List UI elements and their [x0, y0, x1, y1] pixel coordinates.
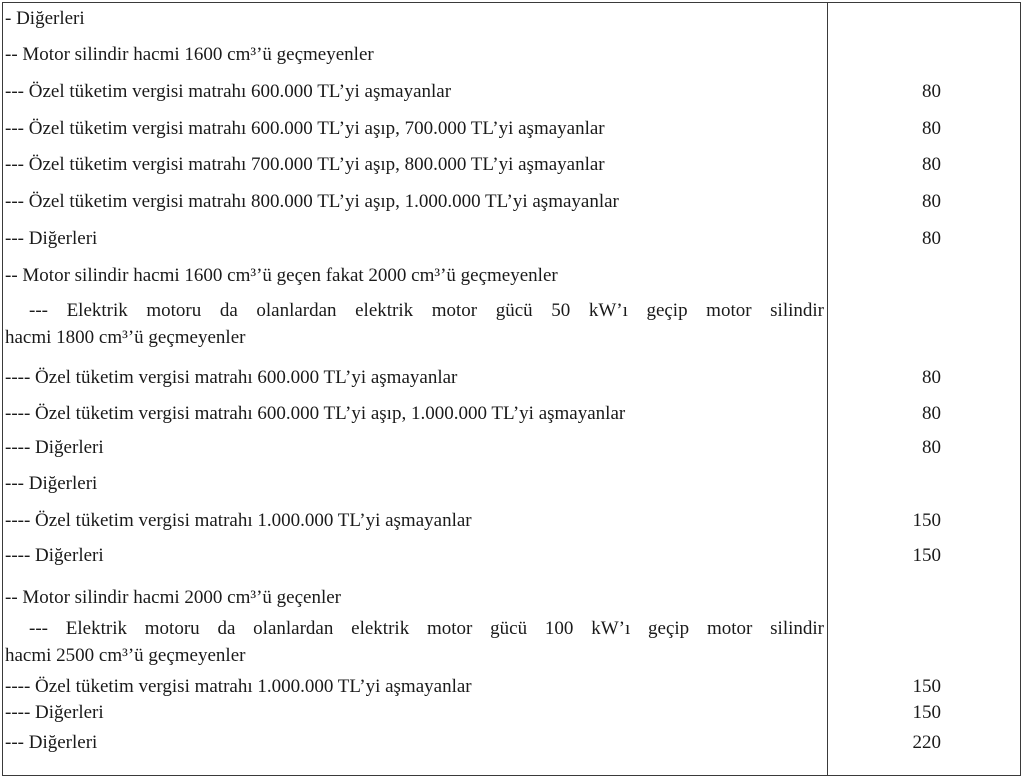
row-description-line-1: --- Elektrik motoru da olanlardan elektrik motor gücü 100 kW’ı geçip motor silindir [29, 618, 824, 639]
tariff-table [2, 2, 1021, 776]
row-description: ---- Diğerleri [5, 702, 104, 723]
row-description: ---- Özel tüketim vergisi matrahı 1.000.000 TL’yi aşmayanlar [5, 676, 472, 697]
row-value: 80 [922, 403, 941, 424]
row-value: 220 [912, 732, 941, 753]
row-description: --- Özel tüketim vergisi matrahı 600.000 TL’yi aşmayanlar [5, 81, 452, 102]
row-description: - Diğerleri [5, 8, 85, 29]
row-description: --- Diğerleri [5, 473, 98, 494]
row-description: ---- Diğerleri [5, 437, 104, 458]
row-value: 150 [912, 510, 941, 531]
column-divider [827, 3, 828, 775]
row-value: 150 [912, 676, 941, 697]
row-description: --- Özel tüketim vergisi matrahı 800.000 TL’yi aşıp, 1.000.000 TL’yi aşmayanlar [5, 191, 619, 212]
row-description: ---- Özel tüketim vergisi matrahı 600.000 TL’yi aşmayanlar [5, 367, 458, 388]
row-value: 80 [922, 154, 941, 175]
row-description: -- Motor silindir hacmi 1600 cm³’ü geçmeyenler [5, 44, 374, 65]
row-description: --- Diğerleri [5, 228, 98, 249]
row-description: --- Özel tüketim vergisi matrahı 700.000 TL’yi aşıp, 800.000 TL’yi aşmayanlar [5, 154, 605, 175]
row-description: ---- Özel tüketim vergisi matrahı 1.000.000 TL’yi aşmayanlar [5, 510, 472, 531]
row-description-line-2: hacmi 1800 cm³’ü geçmeyenler [5, 327, 246, 348]
row-value: 150 [912, 545, 941, 566]
row-value: 80 [922, 81, 941, 102]
row-description [5, 615, 824, 669]
row-description-line-2: hacmi 2500 cm³’ü geçmeyenler [5, 645, 246, 666]
row-description-line-1: --- Elektrik motoru da olanlardan elektrik motor gücü 50 kW’ı geçip motor silindir [29, 300, 824, 321]
row-description: -- Motor silindir hacmi 2000 cm³’ü geçenler [5, 587, 341, 608]
row-description: ---- Diğerleri [5, 545, 104, 566]
row-description: -- Motor silindir hacmi 1600 cm³’ü geçen fakat 2000 cm³’ü geçmeyenler [5, 265, 558, 286]
row-value: 80 [922, 118, 941, 139]
row-description: --- Özel tüketim vergisi matrahı 600.000 TL’yi aşıp, 700.000 TL’yi aşmayanlar [5, 118, 605, 139]
row-description: ---- Özel tüketim vergisi matrahı 600.000 TL’yi aşıp, 1.000.000 TL’yi aşmayanlar [5, 403, 626, 424]
row-value: 80 [922, 437, 941, 458]
row-value: 80 [922, 191, 941, 212]
row-value: 80 [922, 228, 941, 249]
row-description [5, 297, 824, 351]
row-description: --- Diğerleri [5, 732, 98, 753]
row-value: 150 [912, 702, 941, 723]
row-value: 80 [922, 367, 941, 388]
